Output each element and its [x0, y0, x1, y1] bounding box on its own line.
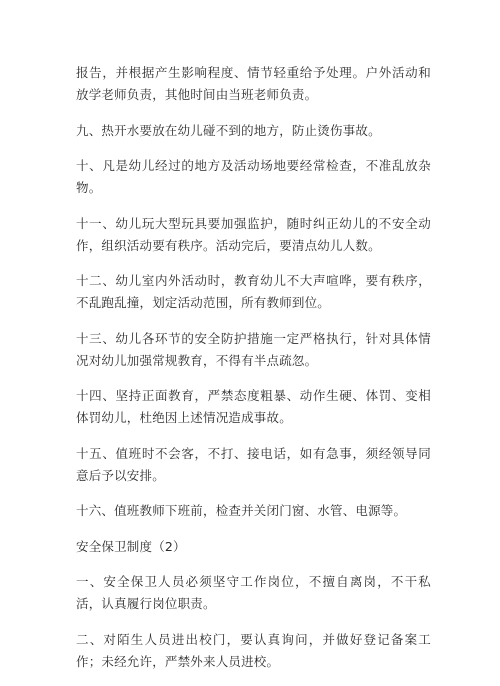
paragraph-security-rule-2: 二、对陌生人员进出校门，要认真询问，并做好登记备案工作；未经允许，严禁外来人员进校。	[76, 631, 431, 669]
paragraph-rule-15: 十五、值班时不会客，不打、接电话，如有急事，须经领导同意后予以安排。	[76, 445, 431, 483]
paragraph-rule-13: 十三、幼儿各环节的安全防护措施一定严格执行，针对具体情况对幼儿加强常规教育，不得有半点疏忽。	[76, 330, 431, 368]
paragraph-rule-10: 十、凡是幼儿经过的地方及活动场地要经常检查，不准乱放杂物。	[76, 158, 431, 195]
paragraph-report-handling: 报告，并根据产生影响程度、情节轻重给予处理。户外活动和放学老师负责，其他时间由当班老师负责。	[76, 65, 431, 102]
section-heading: 安全保卫制度（2）	[76, 538, 186, 554]
paragraph-rule-9: 九、热开水要放在幼儿碰不到的地方，防止烫伤事故。	[76, 122, 381, 138]
document-body	[76, 62, 431, 686]
paragraph-rule-16: 十六、值班教师下班前，检查并关闭门窗、水管、电源等。	[76, 503, 407, 518]
paragraph-rule-11: 十一、幼儿玩大型玩具要加强监护，随时纠正幼儿的不安全动作，组织活动要有秩序。活动完后，要清点幼儿人数。	[76, 215, 431, 253]
paragraph-rule-12: 十二、幼儿室内外活动时，教育幼儿不大声喧哗，要有秩序，不乱跑乱撞，划定活动范围，所有教师到位。	[76, 273, 431, 310]
paragraph-rule-14: 十四、坚持正面教育，严禁态度粗暴、动作生硬、体罚、变相体罚幼儿，杜绝因上述情况造成事故。	[76, 388, 431, 425]
paragraph-security-rule-1: 一、安全保卫人员必须坚守工作岗位，不擅自离岗，不干私活，认真履行岗位职责。	[76, 574, 431, 611]
